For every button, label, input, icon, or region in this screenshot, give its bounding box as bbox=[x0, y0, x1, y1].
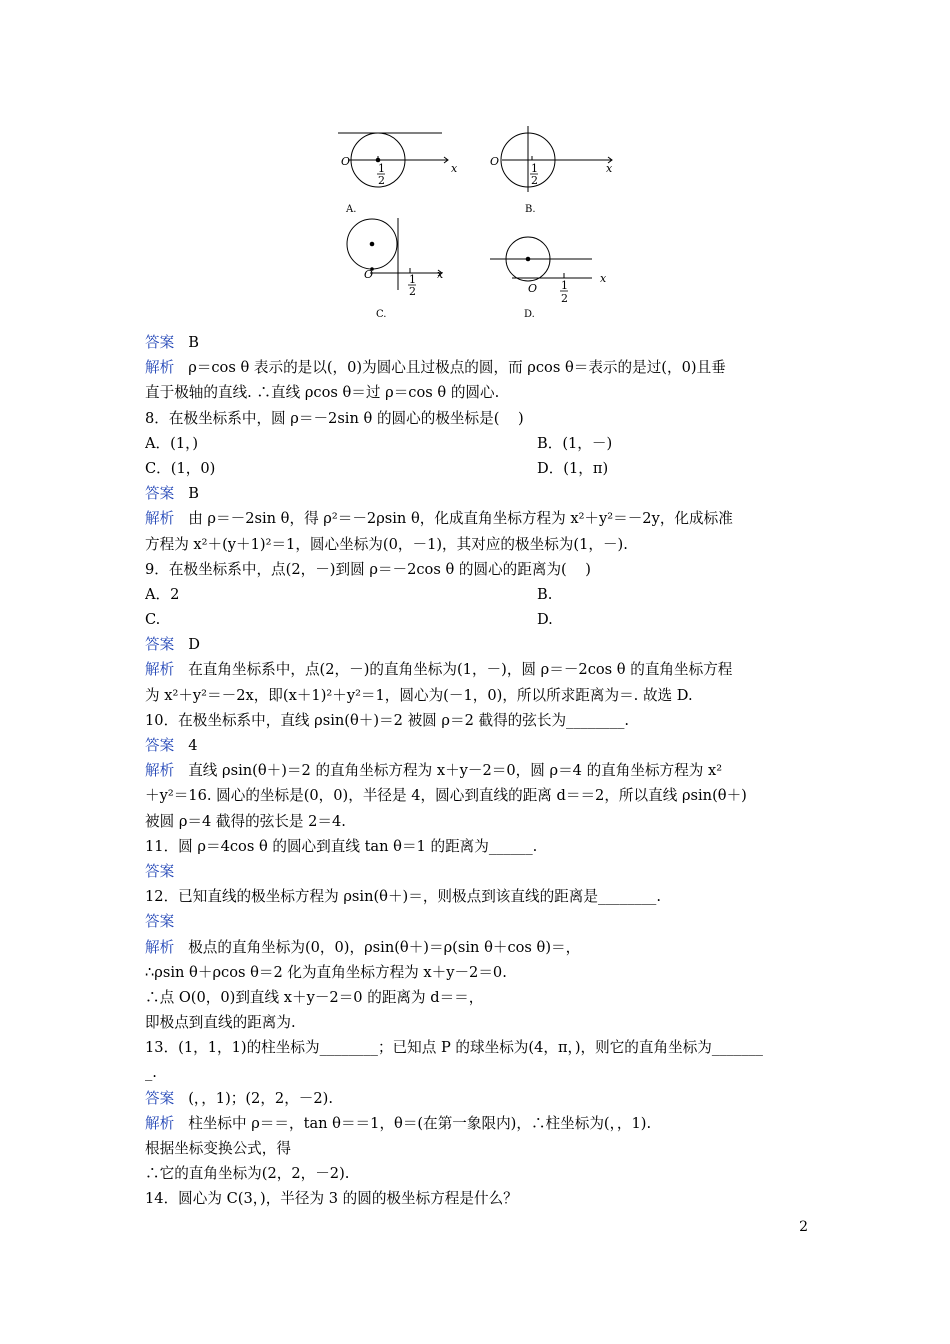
origin-label-c: O bbox=[364, 268, 374, 281]
q9-options-ab bbox=[145, 582, 810, 607]
q8-option-a: A．(1，) bbox=[145, 434, 199, 452]
q8-answer bbox=[145, 481, 810, 506]
q13-analysis-3: ∴它的直角坐标为(2，2，－2). bbox=[145, 1165, 350, 1183]
options-figure bbox=[330, 120, 630, 330]
q7-answer bbox=[145, 330, 810, 355]
axis-label-b: x bbox=[606, 162, 613, 175]
q10-analysis-3: 被圆 ρ＝4 截得的弦长是 2＝4. bbox=[145, 812, 346, 830]
q7-analysis-2: 直于极轴的直线. ∴直线 ρcos θ＝过 ρ＝cos θ 的圆心. bbox=[145, 384, 500, 402]
half-num-b: 1 bbox=[531, 162, 538, 175]
q12-analysis-3: ∴点 O(0，0)到直线 x＋y－2＝0 的距离为 d＝＝， bbox=[145, 988, 484, 1006]
answer-tag: 答案 bbox=[145, 636, 175, 654]
q9-option-c: C. bbox=[145, 611, 161, 629]
answer-tag: 答案 bbox=[145, 862, 175, 880]
q13-answer bbox=[145, 1086, 810, 1111]
q12-analysis-1 bbox=[145, 935, 810, 960]
answer-tag: 答案 bbox=[145, 1089, 175, 1107]
answer-tag: 答案 bbox=[145, 485, 175, 503]
axis-label-d: x bbox=[600, 272, 607, 285]
caption-c: C. bbox=[376, 309, 387, 320]
q8-options-cd bbox=[145, 456, 810, 481]
half-num-c: 1 bbox=[409, 273, 416, 286]
answer-tag: 答案 bbox=[145, 737, 175, 754]
q12-analysis-4: 即极点到直线的距离为. bbox=[145, 1014, 296, 1032]
caption-a: A. bbox=[346, 204, 357, 215]
q9-options-cd bbox=[145, 607, 810, 632]
figure-b bbox=[490, 126, 613, 215]
answer-tag: 答案 bbox=[145, 334, 175, 351]
half-num-d: 1 bbox=[561, 279, 568, 292]
q13-stem-2: _. bbox=[145, 1064, 157, 1082]
q13-answer-text: (，，1)；(2，2，－2). bbox=[188, 1089, 334, 1107]
q9-analysis-text-1: 在直角坐标系中，点(2，－)的直角坐标为(1，－)，圆 ρ＝－2cos θ 的直角坐标方程 bbox=[188, 661, 733, 679]
half-den-c: 2 bbox=[409, 285, 416, 298]
origin-label-d: O bbox=[528, 282, 538, 295]
q10-analysis-2: ＋y²＝16. 圆心的坐标是(0，0)，半径是 4，圆心到直线的距离 d＝＝2，所以直线 ρsin(θ＋) bbox=[145, 787, 747, 805]
half-den-d: 2 bbox=[561, 292, 568, 305]
figure-d bbox=[490, 237, 607, 320]
page-number: 2 bbox=[799, 1219, 808, 1235]
q7-analysis-1 bbox=[145, 355, 810, 380]
half-num-a: 1 bbox=[378, 162, 385, 175]
origin-label-b: O bbox=[490, 155, 500, 168]
q8-option-d: D．(1，π) bbox=[537, 459, 609, 477]
figure-a bbox=[338, 133, 458, 215]
q8-answer-text: B bbox=[188, 485, 199, 503]
q8-stem: 8．在极坐标系中，圆 ρ＝－2sin θ 的圆心的极坐标是( ) bbox=[145, 409, 524, 427]
q9-answer bbox=[145, 632, 810, 657]
q8-analysis-text-1: 由 ρ＝－2sin θ，得 ρ²＝－2ρsin θ，化成直角坐标方程为 x²＋y²＝－2y，化成标准 bbox=[188, 510, 733, 528]
q9-option-a: A．2 bbox=[145, 585, 180, 603]
axis-label-c: x bbox=[437, 268, 444, 281]
half-den-a: 2 bbox=[378, 174, 385, 187]
analysis-tag: 解析 bbox=[145, 661, 175, 679]
q13-analysis-text-1: 柱坐标中 ρ＝＝，tan θ＝＝1，θ＝(在第一象限内)，∴柱坐标为(，，1). bbox=[188, 1114, 652, 1132]
q13-stem-1: 13．(1，1，1)的柱坐标为________；已知点 P 的球坐标为(4，π，)，则它的直角坐标为_______ bbox=[145, 1039, 763, 1057]
q9-analysis-2: 为 x²＋y²＝－2x，即(x＋1)²＋y²＝1，圆心为(－1，0)，所以所求距离为＝. 故选 D. bbox=[145, 686, 693, 704]
q8-options-ab bbox=[145, 431, 810, 456]
analysis-tag: 解析 bbox=[145, 1114, 175, 1132]
axis-label-a: x bbox=[451, 162, 458, 175]
q10-analysis-text-1: 直线 ρsin(θ＋)＝2 的直角坐标方程为 x＋y－2＝0，圆 ρ＝4 的直角坐标方程为 x² bbox=[188, 762, 723, 780]
q12-answer bbox=[145, 909, 810, 934]
q9-stem: 9．在极坐标系中，点(2，－)到圆 ρ＝－2cos θ 的圆心的距离为( ) bbox=[145, 560, 591, 578]
q11-answer bbox=[145, 859, 810, 884]
q9-analysis-1 bbox=[145, 657, 810, 682]
caption-d: D. bbox=[524, 309, 535, 320]
q12-analysis-2: ∴ρsin θ＋ρcos θ＝2 化为直角坐标方程为 x＋y－2＝0. bbox=[145, 963, 507, 981]
origin-label-a: O bbox=[341, 155, 351, 168]
q12-stem: 12．已知直线的极坐标方程为 ρsin(θ＋)＝，则极点到该直线的距离是________. bbox=[145, 888, 661, 906]
q8-analysis-2: 方程为 x²＋(y＋1)²＝1，圆心坐标为(0，－1)，其对应的极坐标为(1，－). bbox=[145, 535, 628, 553]
q7-analysis-text-1: ρ＝cos θ 表示的是以(，0)为圆心且过极点的圆，而 ρcos θ＝表示的是过(，0)且垂 bbox=[188, 359, 726, 377]
q7-answer-text: B bbox=[188, 334, 199, 351]
q9-option-b: B. bbox=[537, 585, 553, 603]
circle-diagrams bbox=[330, 120, 630, 330]
analysis-tag: 解析 bbox=[145, 762, 175, 780]
q10-answer-text: 4 bbox=[188, 737, 198, 754]
caption-b: B. bbox=[525, 204, 536, 215]
q13-analysis-1 bbox=[145, 1111, 810, 1136]
q9-option-d: D. bbox=[537, 611, 553, 629]
figure-c bbox=[347, 218, 444, 320]
question-content bbox=[145, 330, 810, 1212]
q13-analysis-2: 根据坐标变换公式，得 bbox=[145, 1140, 291, 1157]
q9-answer-text: D bbox=[188, 636, 200, 654]
q8-analysis-1 bbox=[145, 506, 810, 531]
q10-analysis-1 bbox=[145, 758, 810, 783]
analysis-tag: 解析 bbox=[145, 510, 175, 528]
analysis-tag: 解析 bbox=[145, 938, 175, 956]
q8-option-c: C．(1，0) bbox=[145, 459, 216, 477]
q10-stem: 10．在极坐标系中，直线 ρsin(θ＋)＝2 被圆 ρ＝2 截得的弦长为________. bbox=[145, 711, 630, 729]
q8-option-b: B．(1，－) bbox=[537, 434, 613, 452]
half-den-b: 2 bbox=[531, 174, 538, 187]
answer-tag: 答案 bbox=[145, 913, 175, 931]
q12-analysis-text-1: 极点的直角坐标为(0，0)，ρsin(θ＋)＝ρ(sin θ＋cos θ)＝， bbox=[188, 938, 581, 956]
q11-stem: 11．圆 ρ＝4cos θ 的圆心到直线 tan θ＝1 的距离为______. bbox=[145, 837, 538, 855]
q14-stem: 14．圆心为 C(3，)，半径为 3 的圆的极坐标方程是什么？ bbox=[145, 1190, 518, 1208]
q10-answer bbox=[145, 733, 810, 758]
analysis-tag: 解析 bbox=[145, 359, 175, 377]
